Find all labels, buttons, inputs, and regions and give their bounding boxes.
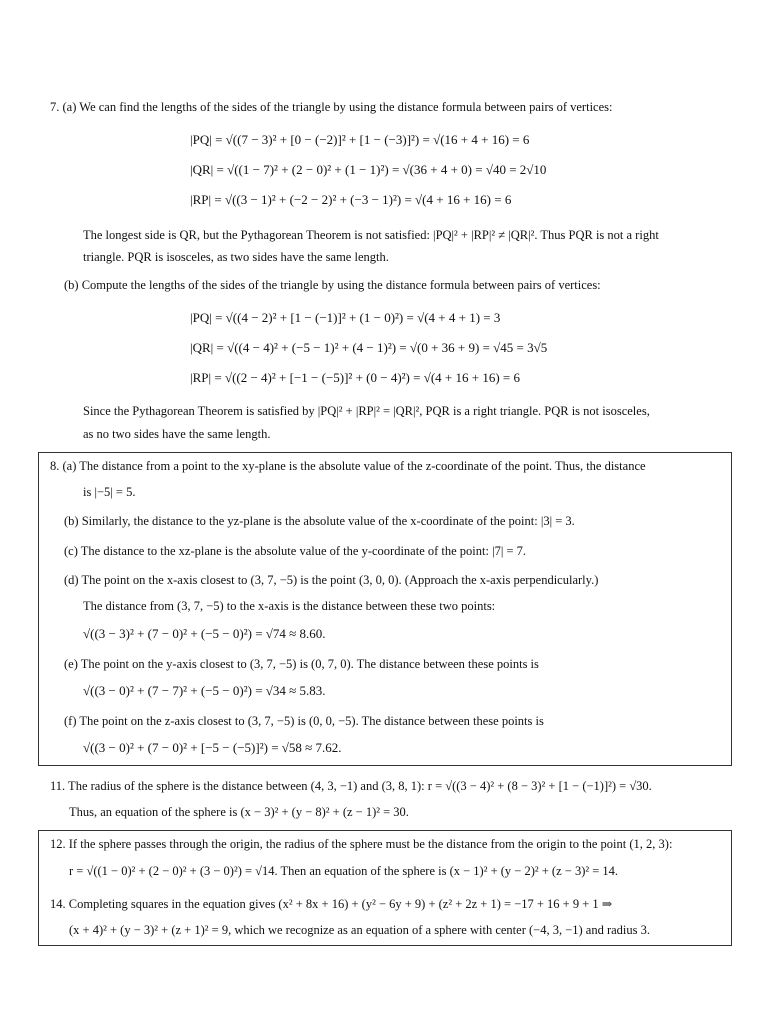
- problem-7b-text: (b) Compute the lengths of the sides of the triangle by using the distance formula between pairs of vertices:: [64, 278, 601, 292]
- problem-7b-conclusion-1: Since the Pythagorean Theorem is satisfied by |PQ|² + |RP|² = |QR|², PQR is a right triangle. PQR is not isosceles,: [83, 404, 650, 418]
- problem-7a-conclusion-2: triangle. PQR is isosceles, as two sides have the same length.: [83, 250, 389, 264]
- problem-8e-line-1: (e) The point on the y-axis closest to (3, 7, −5) is (0, 7, 0). The distance between these points is: [64, 657, 539, 671]
- problem-7b-conclusion-2: as no two sides have the same length.: [83, 427, 271, 441]
- problem-12-line-2: r = √((1 − 0)² + (2 − 0)² + (3 − 0)²) = √14. Then an equation of the sphere is (x − 1)² + (y − 2)² + (z − 3)² = 14.: [69, 864, 619, 878]
- problem-8d-line-2: The distance from (3, 7, −5) to the x-axis is the distance between these two points:: [83, 599, 496, 613]
- problem-8c-text: (c) The distance to the xz-plane is the absolute value of the y-coordinate of the point: |7| = 7.: [64, 544, 527, 558]
- problem-8d-line-1: (d) The point on the x-axis closest to (3, 7, −5) is the point (3, 0, 0). (Approach the x-axis perpendicularly.): [64, 573, 599, 587]
- problem-14-line-2: (x + 4)² + (y − 3)² + (z + 1)² = 9, which we recognize as an equation of a sphere with center (−4, 3, −1) and radius 3.: [69, 923, 650, 937]
- equation-pq: |PQ| = √((7 − 3)² + [0 − (−2)]² + [1 − (−3)]²) = √(16 + 4 + 16) = 6: [190, 132, 530, 147]
- problem-11-line-2: Thus, an equation of the sphere is (x − 3)² + (y − 8)² + (z − 1)² = 30.: [69, 805, 409, 819]
- equation-pq-b: |PQ| = √((4 − 2)² + [1 − (−1)]² + (1 − 0)²) = √(4 + 4 + 1) = 3: [190, 310, 501, 325]
- equation-qr-b: |QR| = √((4 − 4)² + (−5 − 1)² + (4 − 1)²) = √(0 + 36 + 9) = √45 = 3√5: [190, 340, 548, 355]
- problem-7a-text: 7. (a) We can find the lengths of the sides of the triangle by using the distance formula between pairs of vertices:: [50, 100, 613, 114]
- problem-8a-line-1: 8. (a) The distance from a point to the xy-plane is the absolute value of the z-coordinate of the point. Thus, the distance: [50, 459, 646, 473]
- problem-8f-equation: √((3 − 0)² + (7 − 0)² + [−5 − (−5)]²) = √58 ≈ 7.62.: [83, 740, 342, 755]
- problem-8e-equation: √((3 − 0)² + (7 − 7)² + (−5 − 0)²) = √34 ≈ 5.83.: [83, 683, 326, 698]
- problem-8d-equation: √((3 − 3)² + (7 − 0)² + (−5 − 0)²) = √74 ≈ 8.60.: [83, 626, 326, 641]
- problem-7a-conclusion-1: The longest side is QR, but the Pythagorean Theorem is not satisfied: |PQ|² + |RP|² ≠ |QR|². Thus PQR is not a right: [83, 228, 659, 242]
- problem-11-line-1: 11. The radius of the sphere is the distance between (4, 3, −1) and (3, 8, 1): r = √((3 − 4)² + (8 − 3)² + [1 − (−1)]²) = √30.: [50, 779, 652, 793]
- problem-14-line-1: 14. Completing squares in the equation gives (x² + 8x + 16) + (y² − 6y + 9) + (z² + 2z + 1) = −17 + 16 + 9 + 1 ⇒: [50, 897, 613, 911]
- equation-rp-b: |RP| = √((2 − 4)² + [−1 − (−5)]² + (0 − 4)²) = √(4 + 16 + 16) = 6: [190, 370, 520, 385]
- problem-12-line-1: 12. If the sphere passes through the origin, the radius of the sphere must be the distance from the origin to the point (1, 2, 3):: [50, 837, 673, 851]
- problem-8b-text: (b) Similarly, the distance to the yz-plane is the absolute value of the x-coordinate of the point: |3| = 3.: [64, 514, 575, 528]
- equation-qr: |QR| = √((1 − 7)² + (2 − 0)² + (1 − 1)²) = √(36 + 4 + 0) = √40 = 2√10: [190, 162, 547, 177]
- problem-8f-line-1: (f) The point on the z-axis closest to (3, 7, −5) is (0, 0, −5). The distance between these points is: [64, 714, 544, 728]
- problem-8a-line-2: is |−5| = 5.: [83, 485, 136, 499]
- equation-rp: |RP| = √((3 − 1)² + (−2 − 2)² + (−3 − 1)²) = √(4 + 16 + 16) = 6: [190, 192, 512, 207]
